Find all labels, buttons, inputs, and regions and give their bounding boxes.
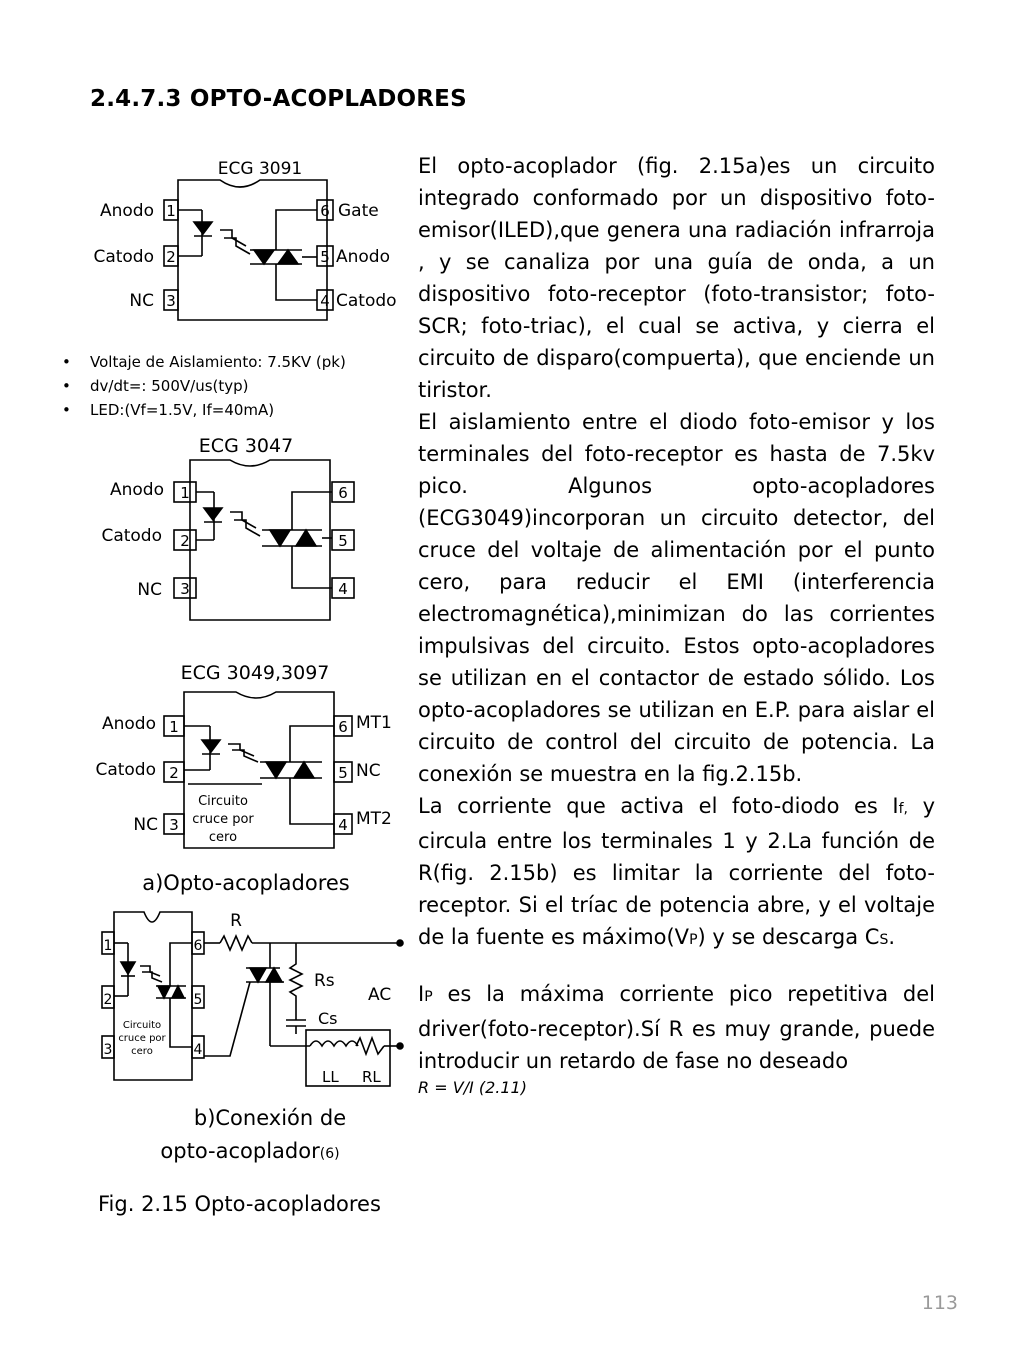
ic1-pin4-label: Catodo: [336, 291, 397, 311]
ic1-pin5-num: 5: [320, 248, 330, 266]
circuit-pin3: 3: [103, 1042, 113, 1058]
ic3-pin4-num: 4: [338, 816, 348, 834]
spec-item: • LED:(Vf=1.5V, If=40mA): [62, 398, 346, 422]
ic3-inner-line1: Circuito: [198, 794, 248, 809]
paragraph-4: IP es la máxima corriente pico repetitiva del driver(foto-receptor).Sí R es muy grande, puede introducir un retardo de fase no deseado: [418, 982, 935, 1073]
ic3-pin5-label: NC: [356, 761, 381, 781]
ic1-pin2-num: 2: [166, 248, 176, 266]
ic1-pin5-label: Anodo: [336, 247, 390, 267]
section-heading: 2.4.7.3 OPTO-ACOPLADORES: [90, 86, 467, 112]
ic-ecg3091: [164, 159, 333, 320]
figure-caption: Fig. 2.15 Opto-acopladores: [98, 1192, 381, 1216]
ic1-pin6-label: Gate: [338, 201, 379, 221]
paragraph-1: El opto-acoplador (fig. 2.15a)es un circuito integrado conformado por un dispositivo foto-emisor(ILED),que genera una radiación infrarroja , y se canaliza por una guía de onda, a un dispositivo foto-receptor (foto-transistor; foto-SCR; foto-triac), el cual se activa, y cierra el circuito de disparo(compuerta), que enciende un tiristor.: [418, 154, 935, 402]
ic2-pin1-num: 1: [180, 484, 190, 502]
ic2-pin4-num: 4: [338, 580, 348, 598]
ic3-pin3-label: NC: [133, 815, 158, 835]
paragraph-3: La corriente que activa el foto-diodo es If, y circula entre los terminales 1 y 2.La función de R(fig. 2.15b) es limitar la corriente del foto-receptor. Si el tríac de potencia abre, y el voltaje de la fuente es máximo(VP) y se descarga CS.: [418, 794, 936, 949]
caption-a: a)Opto-acopladores: [142, 871, 350, 895]
circuit-pin6: 6: [193, 938, 203, 954]
circuit-pin1: 1: [103, 938, 113, 954]
formula: R = V/I (2.11): [418, 1078, 527, 1097]
resistor-rs-label: Rs: [314, 971, 335, 991]
circuit-pin5: 5: [193, 992, 203, 1008]
figure-svg: [70, 150, 415, 1190]
ic1-pin1-num: 1: [166, 202, 176, 220]
caption-b-line2: opto-acoplador(6): [160, 1139, 340, 1163]
circuit-inner-line3: cero: [131, 1046, 153, 1057]
ic3-pin1-num: 1: [169, 718, 179, 736]
ac-source-label: AC: [368, 985, 392, 1005]
circuit-inner-line2: cruce por: [118, 1033, 166, 1044]
ic2-pin3-label: NC: [137, 580, 162, 600]
ic2-pin2-label: Catodo: [101, 526, 162, 546]
ic1-pin3-num: 3: [166, 292, 176, 310]
ic3-pin5-num: 5: [338, 764, 348, 782]
ic3-pin4-label: MT2: [356, 809, 392, 829]
resistor-r-label: R: [230, 911, 242, 931]
ic2-pin1-label: Anodo: [110, 480, 164, 500]
ic3-inner-line3: cero: [208, 830, 238, 845]
ic3-title: ECG 3049,3097: [180, 662, 330, 684]
ic1-pin6-num: 6: [320, 202, 330, 220]
circuit-inner-line1: Circuito: [122, 1020, 162, 1031]
resistor-rl-label: RL: [362, 1068, 381, 1086]
ic2-title: ECG 3047: [198, 435, 294, 457]
inductor-ll-label: LL: [322, 1068, 339, 1086]
ic3-pin6-label: MT1: [356, 713, 392, 733]
caption-b-line1: b)Conexión de: [193, 1106, 347, 1130]
ic1-pin4-num: 4: [320, 292, 330, 310]
ic1-pin1-label: Anodo: [100, 201, 154, 221]
ic2-pin2-num: 2: [180, 532, 190, 550]
capacitor-cs-label: Cs: [318, 1009, 338, 1028]
ic3-pin2-label: Catodo: [95, 760, 156, 780]
circuit-pin2: 2: [103, 992, 113, 1008]
page-number: 113: [921, 1292, 958, 1314]
ic3-pin1-label: Anodo: [102, 714, 156, 734]
ic3-pin2-num: 2: [169, 764, 179, 782]
ic3-pin6-num: 6: [338, 718, 348, 736]
paragraph-2: El aislamiento entre el diodo foto-emisor y los terminales del foto-receptor es hasta de 7.5kv pico. Algunos opto-acopladores (ECG3049)incorporan un circuito detector, del cruce del voltaje de alimentación por el punto cero, para reducir el EMI (interferencia electromagnética),minimizan do las corrientes impulsivas del circuito. Estos opto-acopladores se utilizan en el contactor de estado sólido. Los opto-acopladores se utilizan en E.P. para aislar el circuito de control del circuito de potencia. La conexión se muestra en la fig.2.15b.: [418, 410, 935, 786]
ic-ecg3047: [174, 435, 354, 620]
ic2-pin6-num: 6: [338, 484, 348, 502]
ic3-pin3-num: 3: [169, 816, 179, 834]
circuit-pin4: 4: [193, 1042, 203, 1058]
caption-b-ref: (6): [319, 1146, 340, 1162]
ic1-pin2-label: Catodo: [93, 247, 154, 267]
spec-item: • Voltaje de Aislamiento: 7.5KV (pk): [62, 350, 346, 374]
ic3-inner-line2: cruce por: [192, 812, 254, 827]
ic1-pin-labels: [93, 201, 396, 311]
circuit-b: [102, 912, 403, 1086]
figure-opto-couplers: [70, 150, 415, 1190]
spec-list: [62, 350, 346, 422]
spec-item: • dv/dt=: 500V/us(typ): [62, 374, 346, 398]
body-text: [418, 150, 935, 1099]
ic2-pin5-num: 5: [338, 532, 348, 550]
ic2-pin3-num: 3: [180, 580, 190, 598]
ic1-pin3-label: NC: [129, 291, 154, 311]
ic3-pin-labels: [95, 713, 391, 845]
ic1-title: ECG 3091: [217, 159, 303, 179]
